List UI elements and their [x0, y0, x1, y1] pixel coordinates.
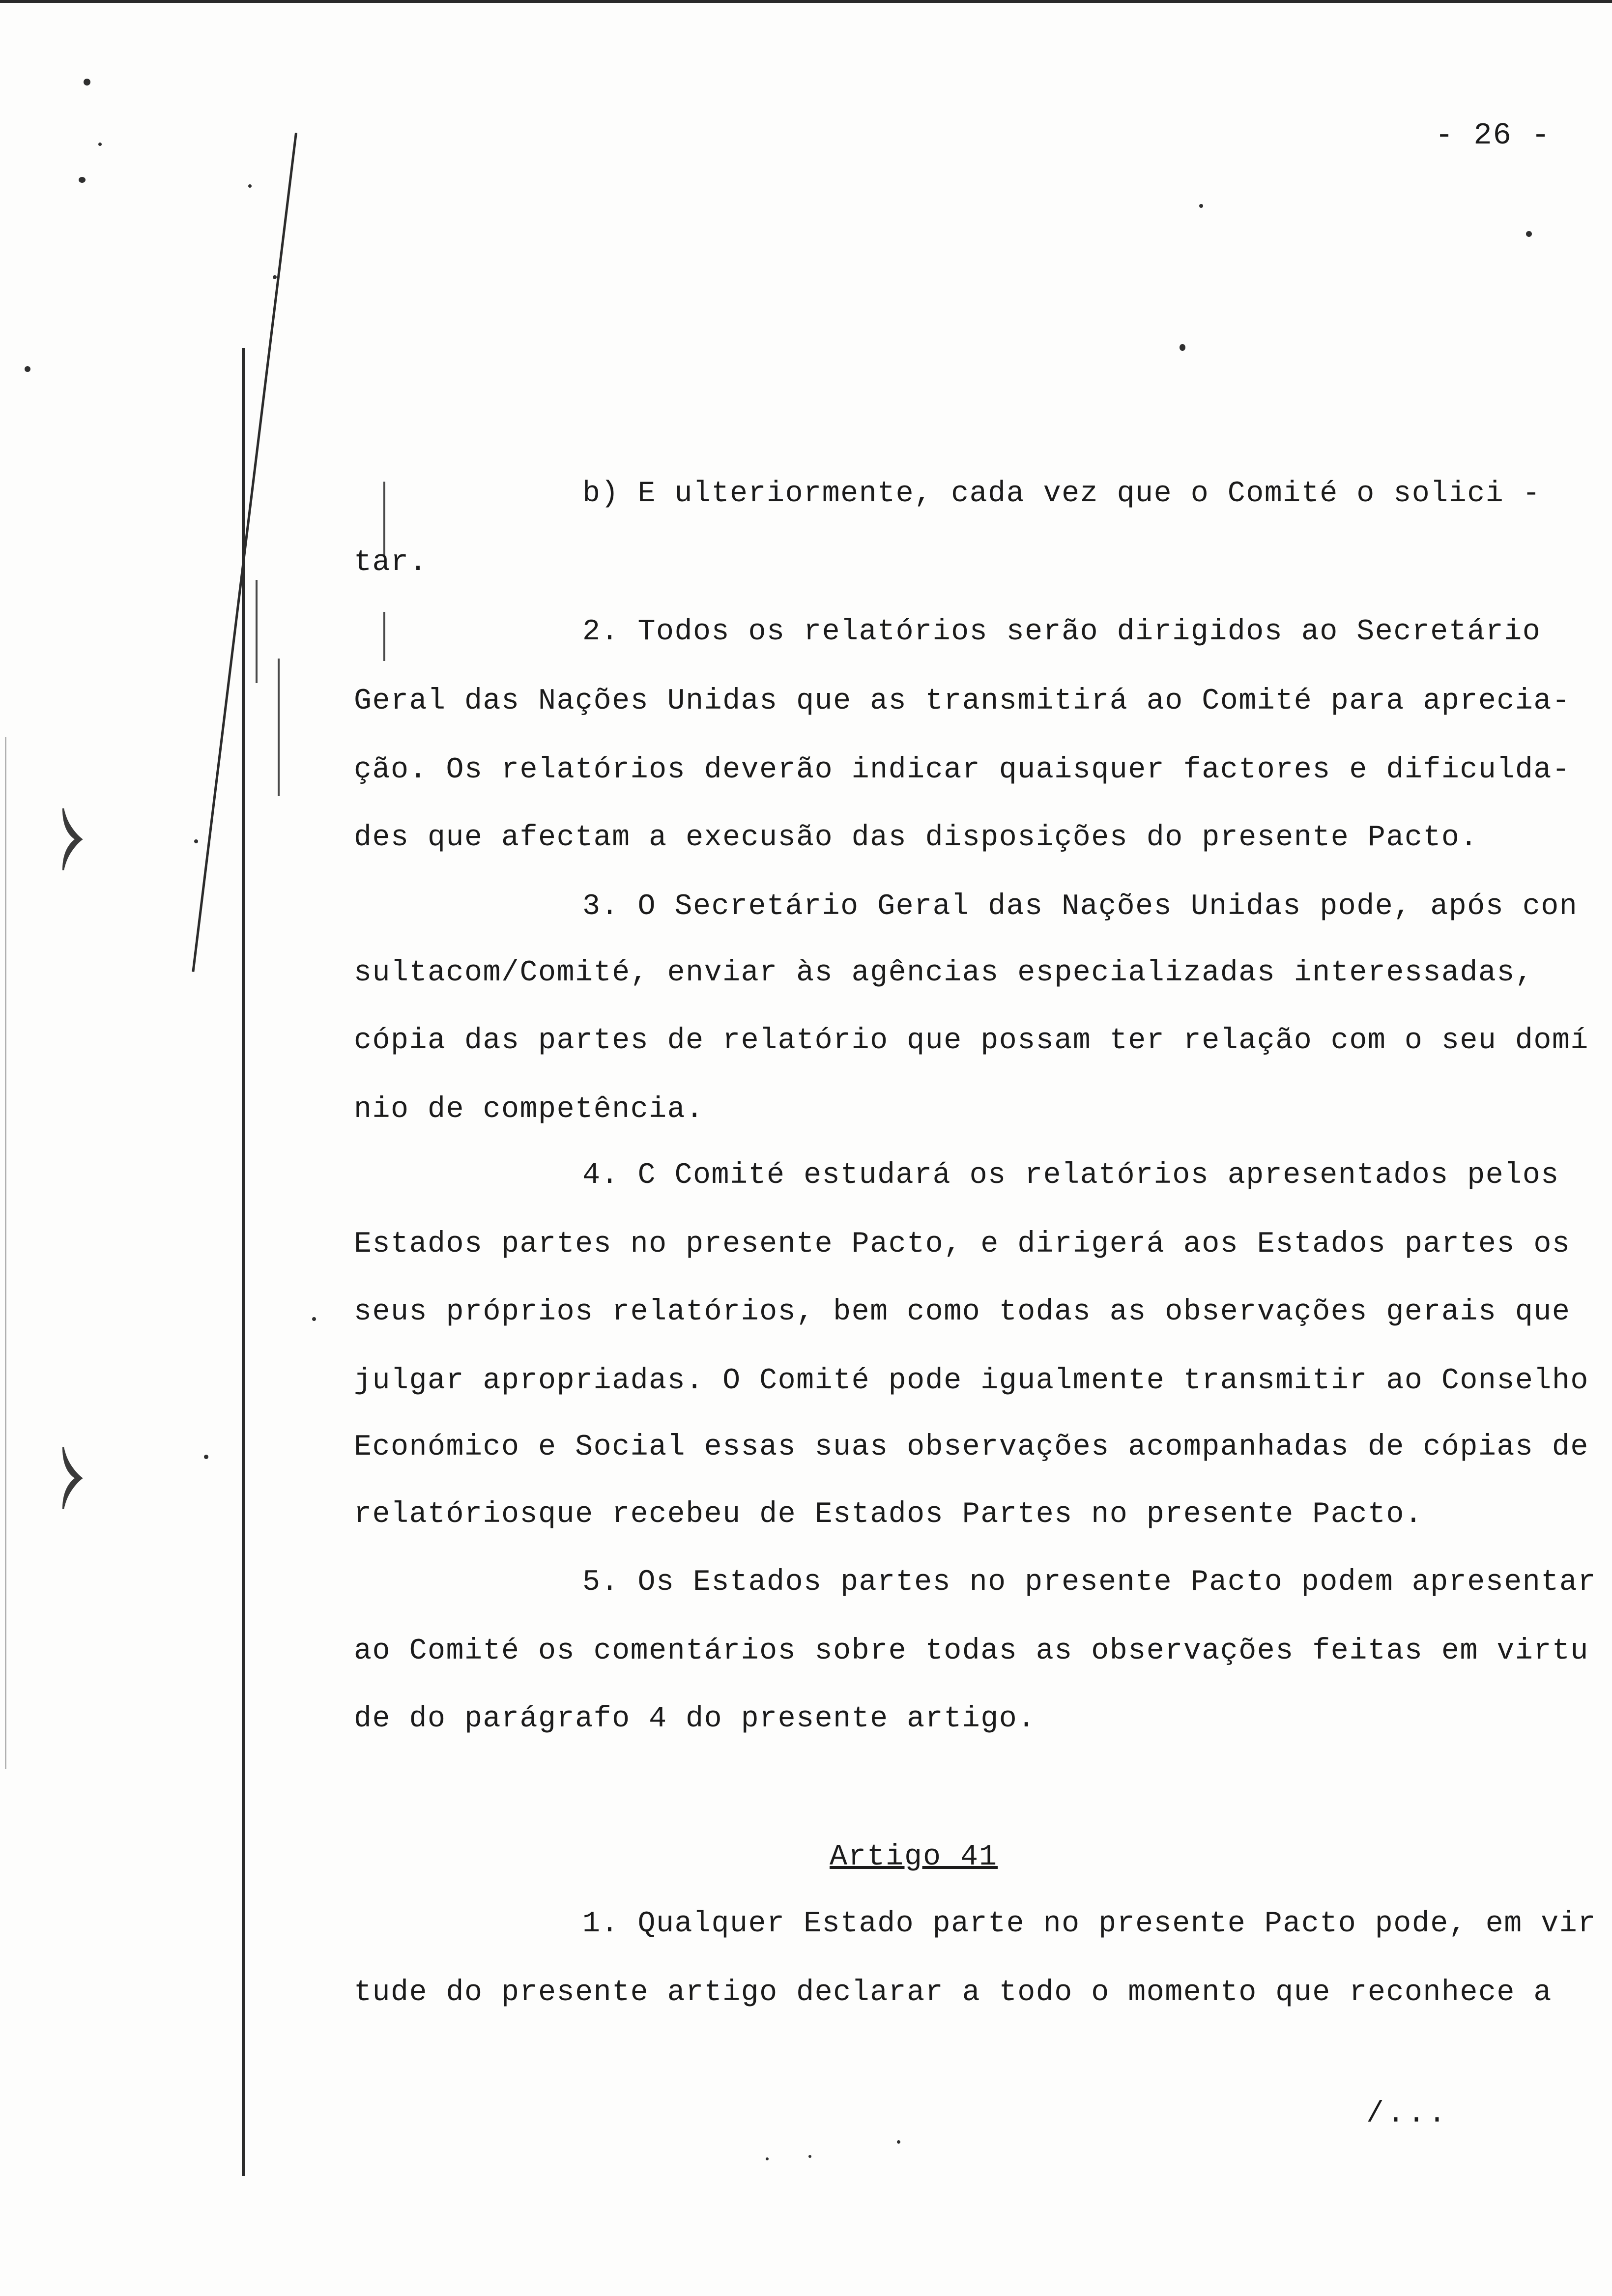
scan-speck [897, 2140, 900, 2144]
text-line: seus próprios relatórios, bem como todas as observações gerais que [354, 1295, 1571, 1329]
text-line: ção. Os relatórios deverão indicar quaisquer factores e dificulda- [354, 753, 1571, 787]
text-line: tude do presente artigo declarar a todo o momento que reconhece a [354, 1976, 1552, 2009]
article-heading: Artigo 41 [830, 1840, 998, 1874]
scan-speck [25, 366, 30, 372]
scan-speck [79, 177, 86, 183]
margin-tick [383, 612, 385, 661]
bracket-mark: ⧽ [59, 1429, 85, 1515]
scan-speck [204, 1455, 208, 1459]
text-line: Estados partes no presente Pacto, e dirigerá aos Estados partes os [354, 1228, 1571, 1261]
margin-rule-vertical [242, 348, 245, 2176]
scan-edge-line [5, 737, 6, 1769]
scan-speck [1180, 344, 1185, 351]
scan-speck [84, 79, 90, 86]
continuation-mark: /... [1366, 2097, 1449, 2131]
text-line: Geral das Nações Unidas que as transmitirá ao Comité para aprecia- [354, 685, 1571, 718]
margin-tick [256, 580, 258, 683]
text-line: 3. O Secretário Geral das Nações Unidas pode, após con [582, 890, 1578, 923]
scan-speck [312, 1317, 316, 1321]
margin-tick [278, 659, 280, 796]
text-line: nio de competência. [354, 1093, 704, 1126]
text-line: des que afectam a execusão das disposições do presente Pacto. [354, 821, 1478, 855]
scan-speck [808, 2155, 811, 2158]
margin-tick [383, 482, 385, 555]
scan-speck [273, 275, 277, 279]
scan-speck [248, 184, 252, 188]
bracket-mark: ⧽ [59, 790, 85, 876]
text-line: 5. Os Estados partes no presente Pacto podem apresentar [582, 1566, 1596, 1599]
text-line: ao Comité os comentários sobre todas as observações feitas em virtu [354, 1635, 1589, 1668]
text-line: de do parágrafo 4 do presente artigo. [354, 1702, 1036, 1736]
text-line: julgar apropriadas. O Comité pode igualmente transmitir ao Conselho [354, 1364, 1589, 1398]
scan-speck [766, 2157, 769, 2160]
text-line: Económico e Social essas suas observações acompanhadas de cópias de [354, 1431, 1589, 1464]
scan-speck [1199, 204, 1203, 208]
text-line: tar. [354, 546, 428, 579]
text-line: relatóriosque recebeu de Estados Partes no presente Pacto. [354, 1498, 1423, 1531]
text-line: b) E ulteriormente, cada vez que o Comité o solici - [582, 477, 1541, 511]
scan-speck [1526, 231, 1532, 237]
scan-speck [194, 839, 198, 843]
text-line: 1. Qualquer Estado parte no presente Pacto pode, em vir [582, 1907, 1596, 1941]
text-line: 2. Todos os relatórios serão dirigidos ao Secretário [582, 615, 1541, 649]
text-line: sultacom/Comité, enviar às agências especializadas interessadas, [354, 956, 1534, 990]
page-top-edge [0, 0, 1612, 3]
text-line: cópia das partes de relatório que possam ter relação com o seu domí [354, 1024, 1589, 1058]
page-number: - 26 - [1435, 118, 1551, 153]
scan-speck [98, 143, 102, 146]
text-line: 4. C Comité estudará os relatórios apresentados pelos [582, 1159, 1559, 1192]
